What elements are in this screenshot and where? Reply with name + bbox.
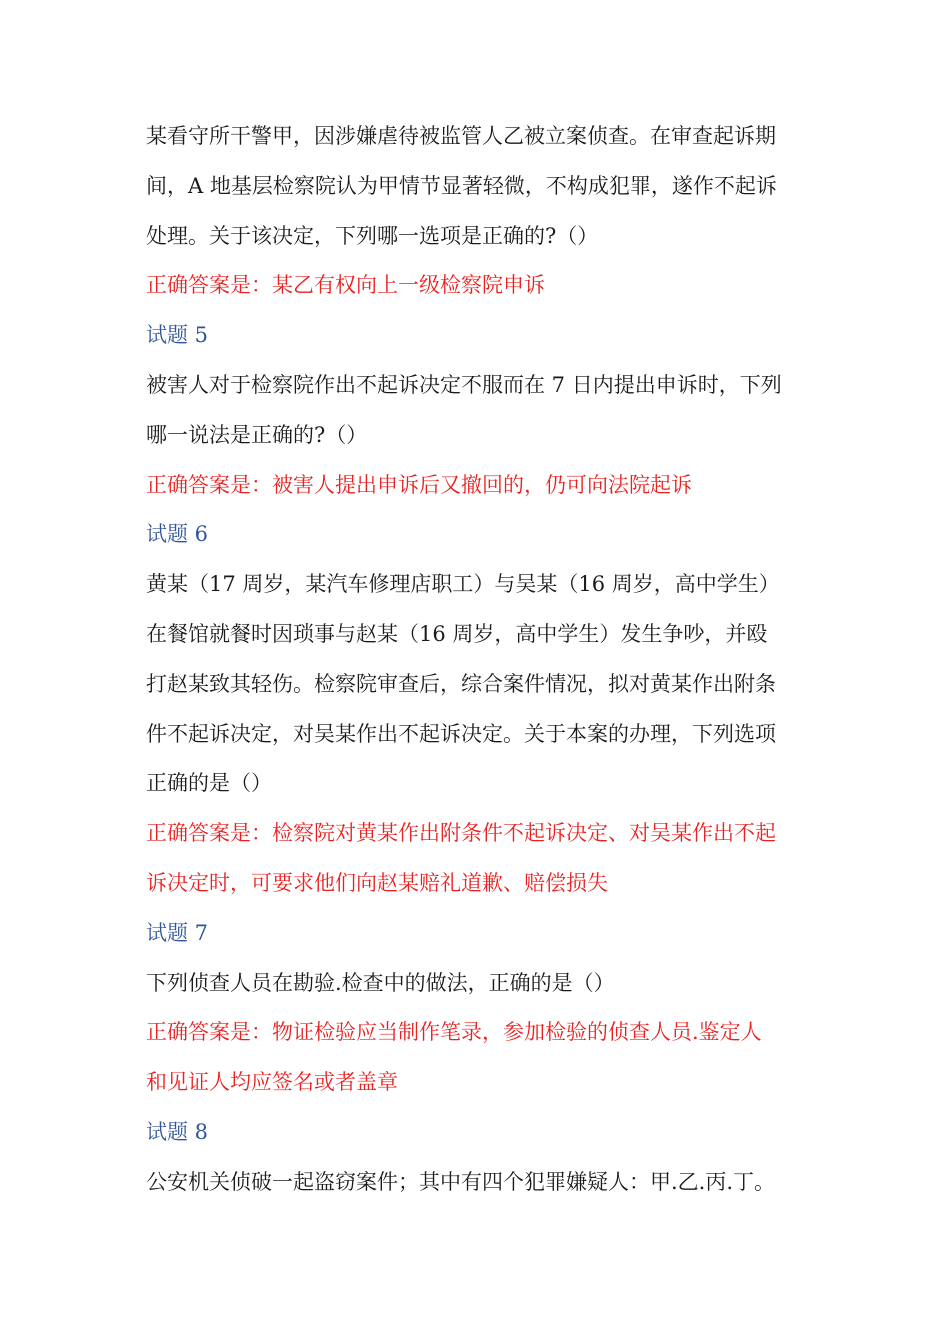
answer-text-line: 正确答案是：被害人提出申诉后又撤回的，仍可向法院起诉 [146,472,692,497]
question-text-line: 黄某（17 周岁，某汽车修理店职工）与吴某（16 周岁，高中学生） [146,572,780,597]
document-page [146,112,814,1208]
answer-text-line: 和见证人均应签名或者盖章 [146,1070,398,1095]
answer-text-line: 正确答案是：某乙有权向上一级检察院申诉 [146,273,545,298]
question-text-line: 公安机关侦破一起盗窃案件；其中有四个犯罪嫌疑人：甲.乙.丙.丁。 [146,1169,776,1194]
answer-text-line: 正确答案是：检察院对黄某作出附条件不起诉决定、对吴某作出不起 [146,821,776,846]
question-text-line: 哪一说法是正确的?（） [146,422,368,447]
question-heading: 试题 5 [146,323,209,348]
question-text-line: 打赵某致其轻伤。检察院审查后，综合案件情况，拟对黄某作出附条 [146,671,776,696]
question-heading: 试题 7 [146,920,209,945]
question-text-line: 被害人对于检察院作出不起诉决定不服而在 7 日内提出申诉时，下列 [146,372,782,397]
question-text-line: 下列侦查人员在勘验.检查中的做法，正确的是（） [146,970,615,995]
question-text-line: 件不起诉决定，对吴某作出不起诉决定。关于本案的办理，下列选项 [146,721,776,746]
question-text-line: 在餐馆就餐时因琐事与赵某（16 周岁，高中学生）发生争吵，并殴 [146,621,768,646]
question-text-line: 间，A 地基层检察院认为甲情节显著轻微，不构成犯罪，遂作不起诉 [146,173,777,198]
answer-text-line: 正确答案是：物证检验应当制作笔录，参加检验的侦查人员.鉴定人 [146,1020,762,1045]
question-text-line: 处理。关于该决定，下列哪一选项是正确的?（） [146,223,599,248]
answer-text-line: 诉决定时，可要求他们向赵某赔礼道歉、赔偿损失 [146,870,608,895]
question-heading: 试题 6 [146,522,209,547]
question-text-line: 正确的是（） [146,771,272,796]
question-text-line: 某看守所干警甲，因涉嫌虐待被监管人乙被立案侦查。在审查起诉期 [146,124,776,148]
question-heading: 试题 8 [146,1119,209,1144]
